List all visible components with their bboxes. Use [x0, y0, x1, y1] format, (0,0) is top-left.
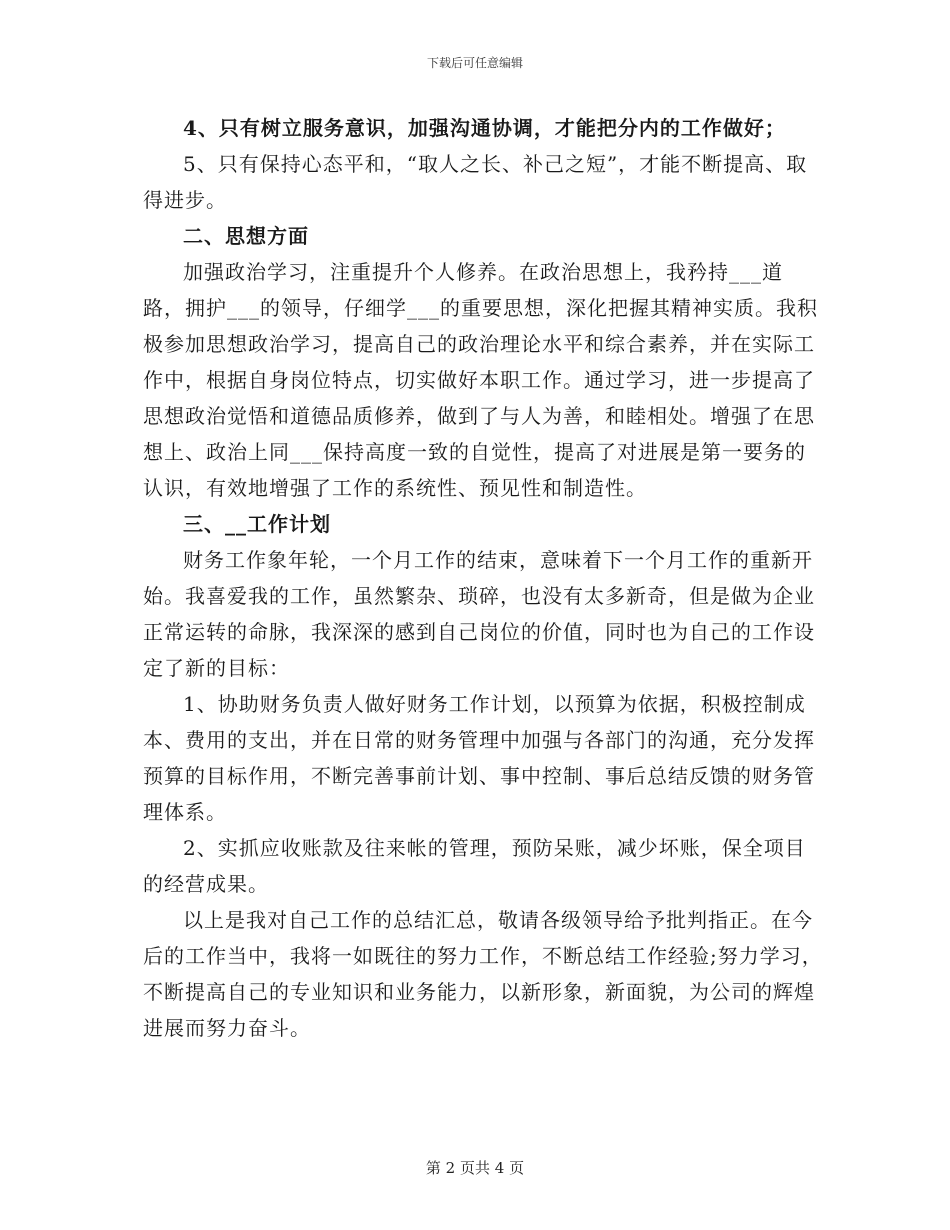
document-body: [143, 110, 823, 1046]
page-header: 下载后可任意编辑: [426, 56, 523, 70]
paragraph-plan-2: 2、实抓应收账款及往来帐的管理，预防呆账，减少坏账，保全项目的经营成果。: [143, 836, 806, 896]
paragraph-plan-1: 1、协助财务负责人做好财务工作计划，以预算为依据，积极控制成本、费用的支出，并在日常的财务管理中加强与各部门的沟通，充分发挥预算的目标作用，不断完善事前计划、事中控制、事后总结反馈的财务管理体系。: [143, 692, 815, 824]
section-heading-plan: 三、__工作计划: [183, 512, 331, 536]
page-footer: 第 2 页共 4 页: [425, 1159, 525, 1177]
paragraph-conclusion: 以上是我对自己工作的总结汇总，敬请各级领导给予批判指正。在今后的工作当中，我将一如既往的努力工作，不断总结工作经验;努力学习，不断提高自己的专业知识和业务能力，以新形象，新面貌，为公司的辉煌进展而努力奋斗。: [143, 908, 823, 1040]
paragraph-thought: 加强政治学习，注重提升个人修养。在政治思想上，我矜持___道路，拥护___的领导，仔细学___的重要思想，深化把握其精神实质。我积极参加思想政治学习，提高自己的政治理论水平和综合素养，并在实际工作中，根据自身岗位特点，切实做好本职工作。通过学习，进一步提高了思想政治觉悟和道德品质修养，做到了与人为善，和睦相处。增强了在思想上、政治上同___保持高度一致的自觉性，提高了对进展是第一要务的认识，有效地增强了工作的系统性、预见性和制造性。: [143, 260, 818, 500]
paragraph-item-4: 4、只有树立服务意识，加强沟通协调，才能把分内的工作做好；: [183, 116, 786, 140]
section-heading-thought: 二、思想方面: [183, 224, 309, 248]
paragraph-item-5: 5、只有保持心态平和，“取人之长、补己之短”，才能不断提高、取得进步。: [143, 152, 808, 212]
paragraph-plan-intro: 财务工作象年轮，一个月工作的结束，意味着下一个月工作的重新开始。我喜爱我的工作，虽然繁杂、琐碎，也没有太多新奇，但是做为企业正常运转的命脉，我深深的感到自己岗位的价值，同时也为自己的工作设定了新的目标：: [143, 548, 815, 680]
